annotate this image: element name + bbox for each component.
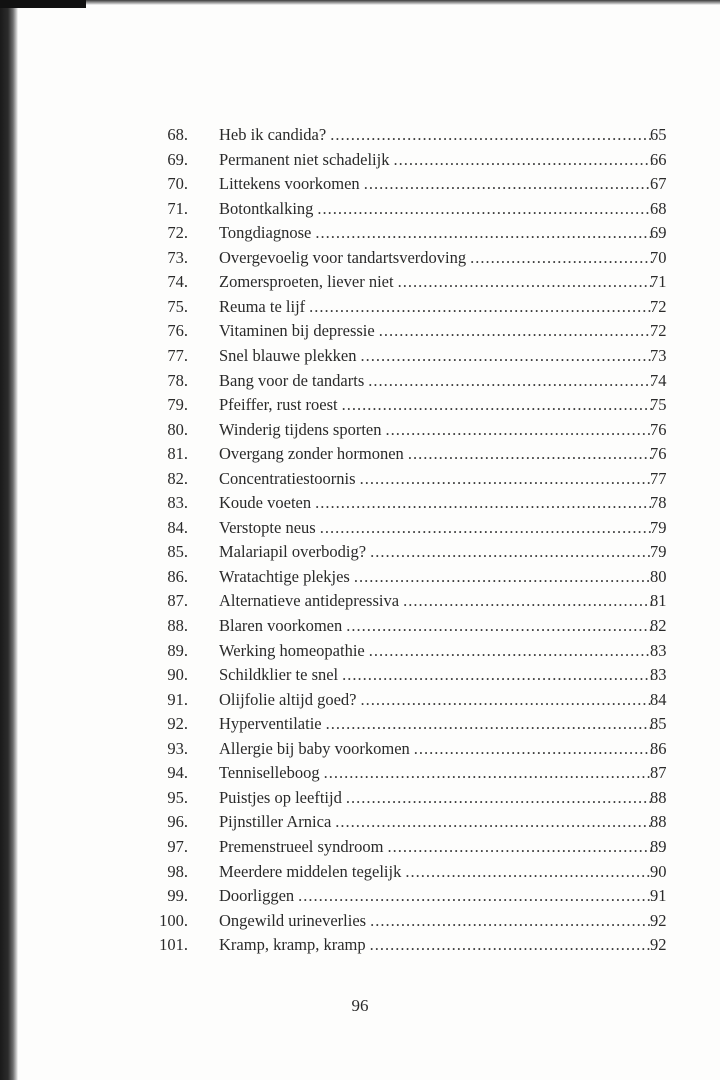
- toc-page: 79: [650, 517, 667, 537]
- dot-leader: [317, 197, 652, 221]
- toc-number: 82.: [167, 468, 188, 488]
- toc-entry: [219, 148, 653, 172]
- toc-page: 81: [650, 591, 667, 611]
- toc-row: [0, 688, 720, 712]
- toc-title: Zomersproeten, liever niet: [219, 272, 394, 292]
- toc-row: [0, 197, 720, 221]
- dot-leader: [346, 786, 652, 810]
- toc-row: [0, 860, 720, 884]
- toc-title: Schildklier te snel: [219, 665, 339, 685]
- toc-number: 70.: [167, 174, 188, 194]
- toc-number: 91.: [167, 689, 188, 709]
- toc-page: 82: [650, 616, 667, 635]
- dot-leader: [388, 835, 652, 859]
- toc-entry: [219, 688, 653, 712]
- toc-entry: [219, 540, 653, 564]
- toc-page: 88: [650, 812, 667, 832]
- toc-entry: [219, 295, 653, 319]
- toc-number: 98.: [167, 861, 188, 881]
- toc-number: 71.: [167, 198, 188, 218]
- toc-entry: [219, 197, 653, 221]
- toc-entry: [219, 663, 653, 687]
- dot-leader: [360, 344, 652, 368]
- toc-row: [0, 712, 720, 736]
- toc-entry: [219, 442, 653, 466]
- toc-row: [0, 467, 720, 491]
- toc-row: [0, 737, 720, 761]
- toc-title: Littekens voorkomen: [219, 174, 360, 194]
- dot-leader: [324, 761, 652, 785]
- dot-leader: [346, 614, 652, 638]
- dot-leader: [370, 909, 652, 933]
- toc-row: [0, 884, 720, 908]
- dot-leader: [393, 148, 652, 172]
- dot-leader: [360, 688, 652, 712]
- toc-page: 72: [650, 296, 667, 316]
- toc-row: [0, 614, 720, 638]
- toc-page: 92: [650, 910, 667, 930]
- dot-leader: [354, 565, 652, 589]
- toc-row: [0, 786, 720, 810]
- toc-page: 74: [650, 370, 667, 390]
- toc-row: [0, 835, 720, 859]
- toc-title: Hyperventilatie: [219, 714, 322, 734]
- dot-leader: [315, 491, 652, 515]
- toc-page: 76: [650, 444, 667, 464]
- toc-title: Meerdere middelen tegelijk: [219, 861, 402, 881]
- toc-number: 83.: [167, 493, 188, 513]
- toc-title: Werking homeopathie: [219, 640, 365, 660]
- toc-title: Botontkalking: [219, 198, 314, 218]
- toc-title: Premenstrueel syndroom: [219, 836, 384, 856]
- toc-entry: [219, 712, 653, 736]
- toc-row: [0, 319, 720, 343]
- toc-entry: [219, 810, 653, 834]
- toc-title: Reuma te lijf: [219, 296, 306, 316]
- top-edge: [0, 0, 720, 5]
- dot-leader: [335, 810, 652, 834]
- toc-entry: [219, 246, 653, 270]
- toc-number: 78.: [167, 370, 188, 390]
- page-number: 96: [351, 996, 369, 1015]
- toc-row: [0, 639, 720, 663]
- toc-entry: [219, 761, 653, 785]
- dot-leader: [398, 270, 652, 294]
- toc-number: 77.: [167, 345, 188, 365]
- toc-entry: [219, 737, 653, 761]
- toc-entry: [219, 933, 653, 957]
- toc-title: Snel blauwe plekken: [219, 345, 357, 365]
- toc-entry: [219, 270, 653, 294]
- toc-title: Overgevoelig voor tandartsverdoving: [219, 247, 467, 267]
- toc-title: Alternatieve antidepressiva: [219, 591, 400, 611]
- toc-page: 88: [650, 787, 667, 807]
- toc-title: Tenniselleboog: [219, 763, 320, 783]
- toc-row: [0, 221, 720, 245]
- dot-leader: [320, 516, 652, 540]
- toc-number: 95.: [167, 787, 188, 807]
- toc-entry: [219, 369, 653, 393]
- toc-number: 89.: [167, 640, 188, 660]
- toc-entry: [219, 221, 653, 245]
- toc-entry: [219, 123, 653, 147]
- toc-page: 77: [650, 468, 667, 488]
- dot-leader: [403, 589, 652, 613]
- toc-entry: [219, 884, 653, 908]
- toc-row: [0, 172, 720, 196]
- toc-title: Kramp, kramp, kramp: [219, 935, 366, 955]
- toc-number: 74.: [167, 272, 188, 292]
- dot-leader: [326, 712, 652, 736]
- dot-leader: [408, 442, 652, 466]
- dot-leader: [342, 393, 652, 417]
- toc-page: 80: [650, 566, 667, 586]
- toc-title: Bang voor de tandarts: [219, 370, 365, 390]
- toc-number: 96.: [167, 812, 188, 832]
- toc-number: 75.: [167, 296, 188, 316]
- toc-row: [0, 810, 720, 834]
- toc-page: 91: [650, 886, 667, 906]
- toc-number: 92.: [167, 714, 188, 734]
- toc-entry: [219, 344, 653, 368]
- toc-number: 101.: [159, 935, 188, 955]
- toc-row: [0, 148, 720, 172]
- dot-leader: [414, 737, 652, 761]
- toc-number: 99.: [167, 886, 188, 906]
- toc-row: [0, 540, 720, 564]
- toc-page: 86: [650, 738, 667, 758]
- toc-number: 93.: [167, 738, 188, 758]
- toc-title: Heb ik candida?: [219, 125, 327, 144]
- dot-leader: [360, 467, 652, 491]
- toc-entry: [219, 835, 653, 859]
- toc-row: [0, 909, 720, 933]
- toc-number: 85.: [167, 542, 188, 562]
- toc-page: 73: [650, 345, 667, 365]
- toc-entry: [219, 491, 653, 515]
- toc-page: 70: [650, 247, 667, 267]
- toc-page: 65: [650, 125, 667, 144]
- toc-number: 100.: [159, 910, 188, 930]
- toc-row: [0, 418, 720, 442]
- scan-corner-mark: [0, 0, 86, 8]
- toc-page: 68: [650, 198, 667, 218]
- toc-page: 79: [650, 542, 667, 562]
- toc-title: Pijnstiller Arnica: [219, 812, 332, 832]
- toc-number: 73.: [167, 247, 188, 267]
- toc-title: Blaren voorkomen: [219, 616, 343, 635]
- toc-entry: [219, 614, 653, 638]
- toc-title: Verstopte neus: [219, 517, 316, 537]
- toc-number: 88.: [167, 616, 188, 635]
- toc-entry: [219, 393, 653, 417]
- toc-title: Overgang zonder hormonen: [219, 444, 404, 464]
- toc-number: 84.: [167, 517, 188, 537]
- toc-title: Wratachtige plekjes: [219, 566, 350, 586]
- toc-number: 94.: [167, 763, 188, 783]
- toc-title: Koude voeten: [219, 493, 312, 513]
- toc-page: 72: [650, 321, 667, 341]
- dot-leader: [379, 319, 652, 343]
- toc-row: [0, 344, 720, 368]
- toc-number: 76.: [167, 321, 188, 341]
- toc-entry: [219, 467, 653, 491]
- toc-title: Puistjes op leeftijd: [219, 787, 342, 807]
- toc-page: 90: [650, 861, 667, 881]
- toc-entry: [219, 589, 653, 613]
- dot-leader: [364, 172, 652, 196]
- toc-title: Doorliggen: [219, 886, 295, 906]
- dot-leader: [298, 884, 652, 908]
- dot-leader: [405, 860, 652, 884]
- toc-entry: [219, 860, 653, 884]
- toc-page: 71: [650, 272, 667, 292]
- toc-entry: [219, 639, 653, 663]
- dot-leader: [370, 933, 652, 957]
- toc-row: [0, 491, 720, 515]
- dot-leader: [330, 123, 652, 147]
- toc-number: 97.: [167, 836, 188, 856]
- toc-entry: [219, 418, 653, 442]
- toc-page: 67: [650, 174, 667, 194]
- toc-page: 78: [650, 493, 667, 513]
- dot-leader: [470, 246, 652, 270]
- toc-row: [0, 663, 720, 687]
- toc-title: Concentratiestoornis: [219, 468, 356, 488]
- toc-row: [0, 761, 720, 785]
- toc-title: Olijfolie altijd goed?: [219, 689, 357, 709]
- toc-row: [0, 123, 720, 147]
- toc-row: [0, 369, 720, 393]
- toc-page: 85: [650, 714, 667, 734]
- dot-leader: [315, 221, 652, 245]
- dot-leader: [369, 639, 652, 663]
- toc-page: 92: [650, 935, 667, 955]
- toc-number: 80.: [167, 419, 188, 439]
- toc-entry: [219, 319, 653, 343]
- toc-title: Tongdiagnose: [219, 223, 312, 243]
- toc-page: 69: [650, 223, 667, 243]
- toc-row: [0, 516, 720, 540]
- toc-entry: [219, 909, 653, 933]
- dot-leader: [342, 663, 652, 687]
- toc-page: 89: [650, 836, 667, 856]
- dot-leader: [370, 540, 652, 564]
- toc-number: 81.: [167, 444, 188, 464]
- toc-entry: [219, 786, 653, 810]
- toc-page: 83: [650, 640, 667, 660]
- toc-number: 72.: [167, 223, 188, 243]
- toc-row: [0, 246, 720, 270]
- toc-row: [0, 589, 720, 613]
- toc-row: [0, 295, 720, 319]
- toc-title: Allergie bij baby voorkomen: [219, 738, 410, 758]
- toc-number: 68.: [167, 125, 188, 144]
- toc-number: 69.: [167, 149, 188, 169]
- toc-title: Winderig tijdens sporten: [219, 419, 382, 439]
- dot-leader: [309, 295, 652, 319]
- toc-number: 87.: [167, 591, 188, 611]
- toc-title: Malariapil overbodig?: [219, 542, 367, 562]
- toc-row: [0, 442, 720, 466]
- toc-row: [0, 270, 720, 294]
- toc-entry: [219, 172, 653, 196]
- toc-page: 66: [650, 149, 667, 169]
- dot-leader: [368, 369, 652, 393]
- toc-entry: [219, 565, 653, 589]
- toc-page: 83: [650, 665, 667, 685]
- toc-row: [0, 933, 720, 957]
- toc-page: 84: [650, 689, 667, 709]
- toc-number: 79.: [167, 395, 188, 415]
- toc-number: 86.: [167, 566, 188, 586]
- toc-page: 87: [650, 763, 667, 783]
- toc-row: [0, 393, 720, 417]
- toc-title: Ongewild urineverlies: [219, 910, 367, 930]
- toc-page: 75: [650, 395, 667, 415]
- toc-page: 76: [650, 419, 667, 439]
- toc-title: Permanent niet schadelijk: [219, 149, 390, 169]
- dot-leader: [385, 418, 652, 442]
- toc-title: Vitaminen bij depressie: [219, 321, 375, 341]
- toc-number: 90.: [167, 665, 188, 685]
- toc-entry: [219, 516, 653, 540]
- toc-row: [0, 565, 720, 589]
- toc-title: Pfeiffer, rust roest: [219, 395, 338, 415]
